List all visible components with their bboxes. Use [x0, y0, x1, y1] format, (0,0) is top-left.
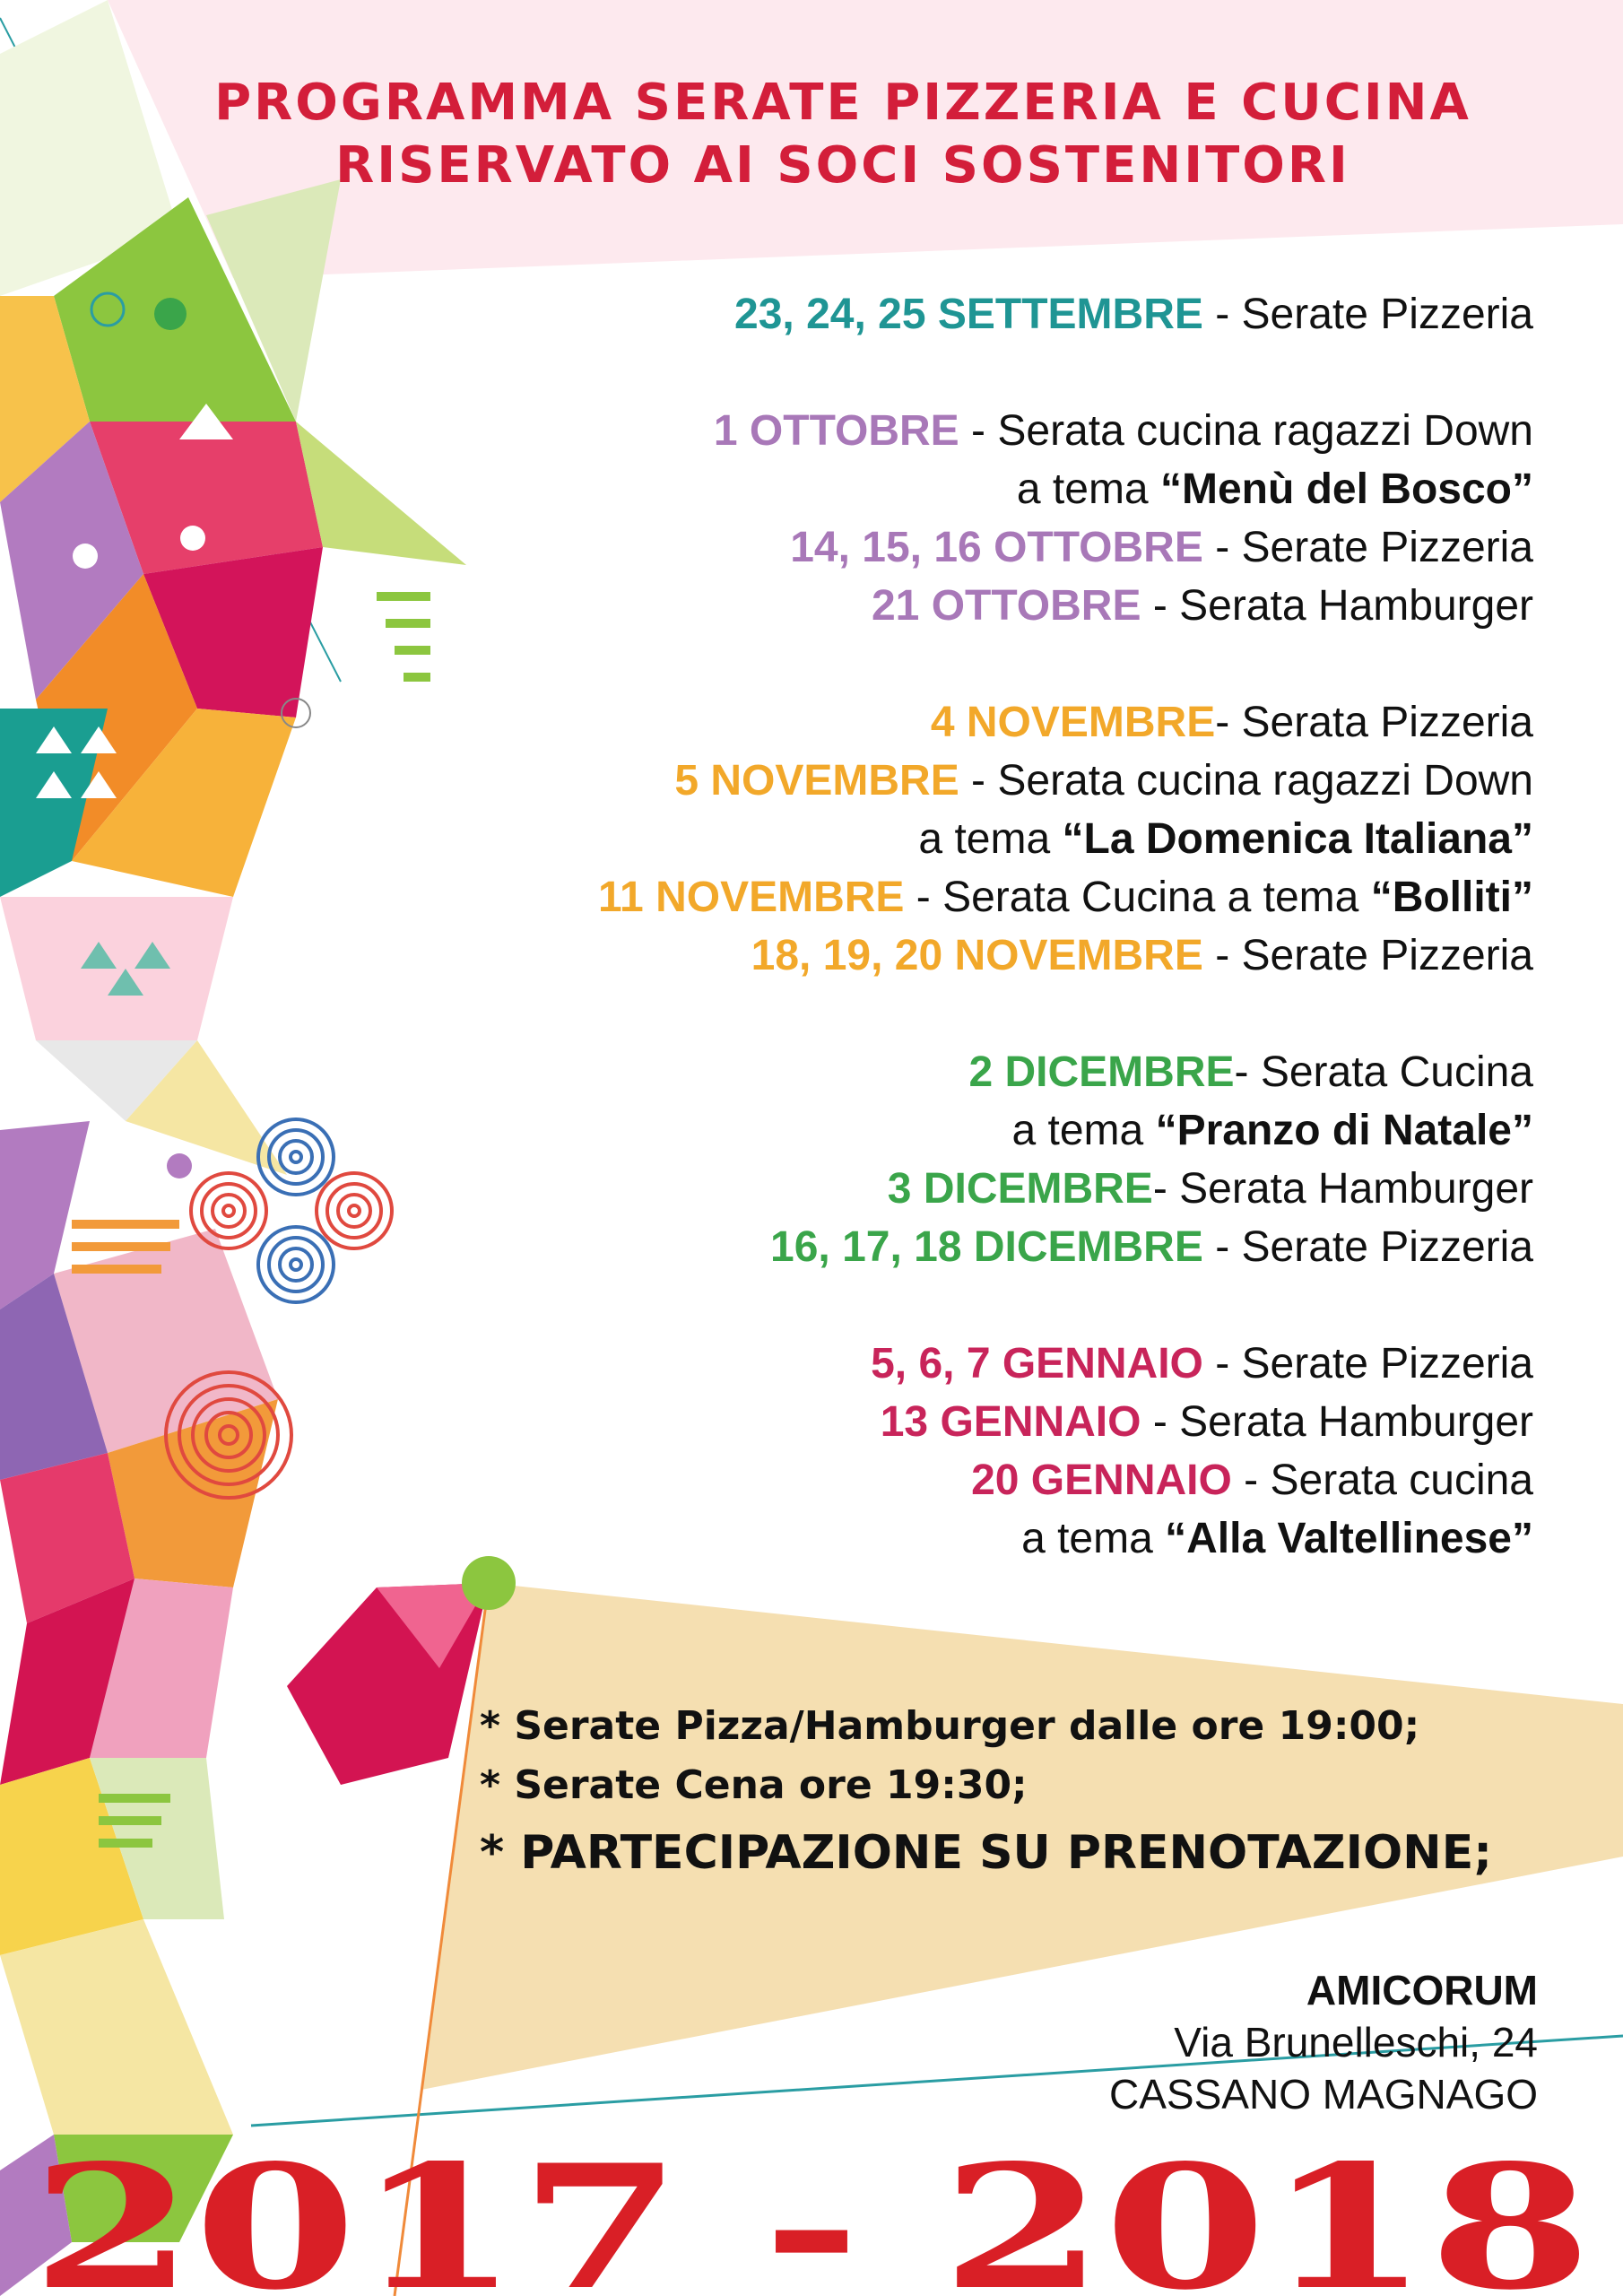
event-description: - Serata Cucina	[1234, 1048, 1533, 1096]
event-description: - Serata cucina ragazzi Down	[959, 757, 1533, 804]
season-year	[0, 2152, 1623, 2296]
event-date: 3 DICEMBRE	[887, 1165, 1153, 1213]
season-year-text: 2017 - 2018	[31, 2152, 1592, 2296]
schedule-line	[278, 1160, 1533, 1218]
schedule-line	[278, 1218, 1533, 1276]
event-description: - Serata cucina ragazzi Down	[959, 407, 1533, 455]
schedule-line	[278, 1043, 1533, 1101]
schedule-line	[278, 1393, 1533, 1451]
schedule-line	[278, 460, 1533, 518]
venue-street: Via Brunelleschi, 24	[1174, 2019, 1538, 2066]
schedule-gap	[278, 1276, 1533, 1335]
event-description: - Serata Cucina a tema	[904, 874, 1371, 921]
schedule-line	[278, 518, 1533, 577]
event-theme-prefix: a tema	[918, 815, 1063, 863]
notes	[480, 1697, 1520, 1891]
note-reservation: * PARTECIPAZIONE SU PRENOTAZIONE;	[480, 1826, 1493, 1880]
event-date: 2 DICEMBRE	[968, 1048, 1235, 1096]
schedule-line	[278, 285, 1533, 344]
schedule	[278, 285, 1533, 1568]
venue-name: AMICORUM	[1306, 1967, 1538, 2013]
schedule-gap	[278, 985, 1533, 1043]
schedule-line	[278, 752, 1533, 810]
note-pizza-hamburger-time: * Serate Pizza/Hamburger dalle ore 19:00;	[480, 1703, 1420, 1749]
note-dinner-time: * Serate Cena ore 19:30;	[480, 1762, 1028, 1808]
event-date: 16, 17, 18 DICEMBRE	[770, 1223, 1203, 1271]
event-date: 14, 15, 16 OTTOBRE	[790, 524, 1203, 571]
event-date: 21 OTTOBRE	[871, 582, 1141, 630]
event-theme-prefix: a tema	[1021, 1515, 1166, 1562]
event-date: 23, 24, 25 SETTEMBRE	[734, 291, 1216, 338]
event-description: - Serata Hamburger	[1141, 1398, 1533, 1446]
event-description: - Serate Pizzeria	[1202, 524, 1533, 571]
schedule-line	[278, 693, 1533, 752]
schedule-line	[278, 1101, 1533, 1160]
event-date: 4 NOVEMBRE	[930, 699, 1216, 746]
schedule-line	[278, 1335, 1533, 1393]
event-theme: “Bolliti”	[1370, 874, 1533, 921]
schedule-line	[278, 810, 1533, 868]
event-date: 5 NOVEMBRE	[674, 757, 959, 804]
schedule-line	[278, 1509, 1533, 1568]
schedule-gap	[278, 344, 1533, 402]
event-description: - Serate Pizzeria	[1202, 932, 1533, 979]
event-description: - Serate Pizzeria	[1202, 1340, 1533, 1387]
schedule-line	[278, 868, 1533, 926]
event-theme-prefix: a tema	[1011, 1107, 1156, 1154]
event-description: - Serata Pizzeria	[1215, 699, 1533, 746]
event-description: - Serate Pizzeria	[1202, 1223, 1533, 1271]
event-description: - Serata cucina	[1231, 1457, 1533, 1504]
event-date: 18, 19, 20 NOVEMBRE	[751, 932, 1203, 979]
event-description: - Serata Hamburger	[1141, 582, 1533, 630]
schedule-line	[278, 1451, 1533, 1509]
event-theme: “La Domenica Italiana”	[1062, 815, 1533, 863]
venue-city: CASSANO MAGNAGO	[1109, 2071, 1538, 2118]
event-date: 5, 6, 7 GENNAIO	[871, 1340, 1203, 1387]
title-line-1: PROGRAMMA SERATE PIZZERIA E CUCINA	[214, 74, 1471, 132]
event-date: 20 GENNAIO	[971, 1457, 1232, 1504]
schedule-gap	[278, 635, 1533, 693]
event-date: 1 OTTOBRE	[713, 407, 959, 455]
schedule-line	[278, 577, 1533, 635]
schedule-line	[278, 926, 1533, 985]
address	[1000, 1964, 1538, 2120]
event-theme: “Alla Valtellinese”	[1165, 1515, 1533, 1562]
schedule-line	[278, 402, 1533, 460]
event-date: 13 GENNAIO	[880, 1398, 1141, 1446]
event-theme: “Menù del Bosco”	[1159, 465, 1533, 513]
event-theme: “Pranzo di Natale”	[1155, 1107, 1533, 1154]
title-line-2: RISERVATO AI SOCI SOSTENITORI	[335, 136, 1350, 195]
event-description: - Serata Hamburger	[1152, 1165, 1533, 1213]
event-description: - Serate Pizzeria	[1215, 291, 1533, 338]
event-date: 11 NOVEMBRE	[598, 874, 905, 921]
event-theme-prefix: a tema	[1016, 465, 1160, 513]
